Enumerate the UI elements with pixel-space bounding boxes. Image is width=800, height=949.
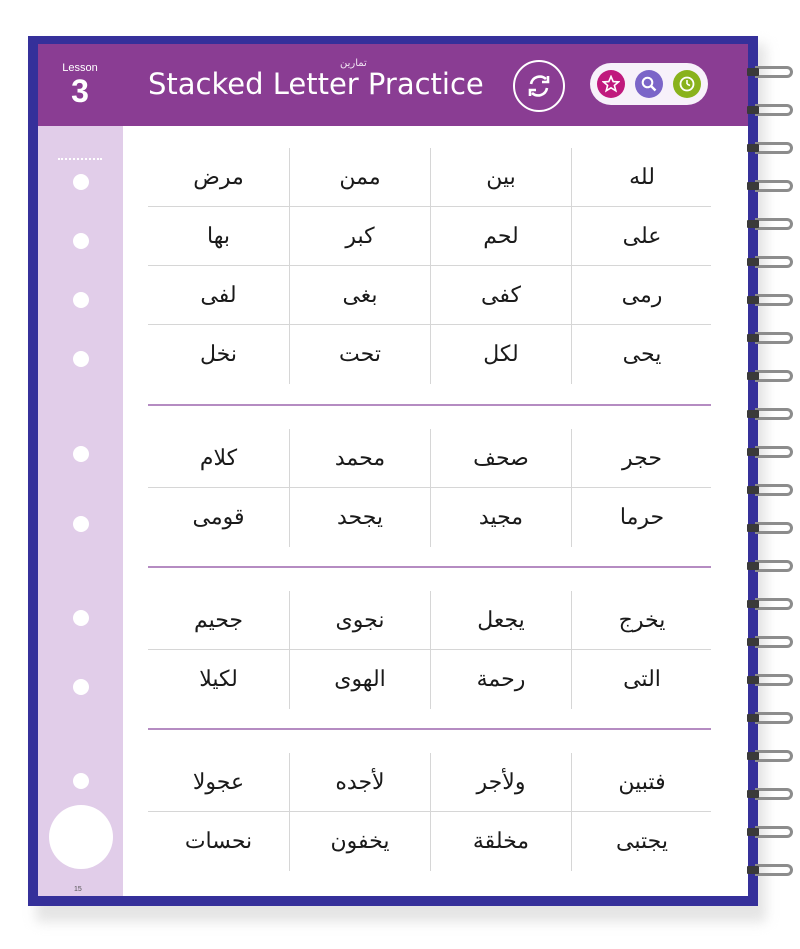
word-cell[interactable]: مرض: [193, 165, 244, 190]
spiral-ring: [745, 332, 797, 344]
lesson-header: [38, 44, 748, 126]
word-cell[interactable]: يخفون: [289, 812, 430, 871]
word-cell[interactable]: جحيم: [193, 608, 244, 633]
spiral-ring: [745, 826, 797, 838]
word-cell[interactable]: ممن: [289, 148, 430, 207]
word-row: [148, 650, 711, 709]
word-cell[interactable]: نجوى: [289, 591, 430, 650]
lesson-indicator: [50, 62, 110, 108]
word-cell[interactable]: كلام: [199, 446, 238, 471]
word-row: [148, 266, 711, 325]
word-cell[interactable]: يجتبى: [571, 812, 712, 871]
word-row: [148, 753, 711, 812]
spiral-ring: [745, 864, 797, 876]
word-cell[interactable]: لأجده: [289, 753, 430, 812]
word-cell[interactable]: كفى: [430, 266, 571, 325]
word-cell[interactable]: يحى: [571, 325, 712, 384]
word-row: [148, 591, 711, 650]
group-divider: [148, 728, 711, 730]
spiral-ring: [745, 66, 797, 78]
word-cell[interactable]: رحمة: [430, 650, 571, 709]
punch-hole: [73, 610, 89, 626]
word-cell[interactable]: يجحد: [289, 488, 430, 547]
clock-icon: [678, 75, 696, 93]
word-cell[interactable]: على: [571, 207, 712, 266]
word-cell[interactable]: بها: [207, 224, 230, 249]
spiral-ring: [745, 370, 797, 382]
word-cell[interactable]: محمد: [289, 429, 430, 488]
lesson-number: 3: [71, 73, 89, 109]
spiral-ring: [745, 522, 797, 534]
word-cell[interactable]: لحم: [430, 207, 571, 266]
word-cell[interactable]: التى: [571, 650, 712, 709]
refresh-button[interactable]: [513, 60, 565, 112]
word-cell[interactable]: يجعل: [430, 591, 571, 650]
punch-hole: [73, 351, 89, 367]
star-badge[interactable]: [597, 70, 625, 98]
spiral-ring: [745, 788, 797, 800]
dotted-line: [58, 158, 102, 160]
spiral-ring: [745, 180, 797, 192]
spiral-ring: [745, 636, 797, 648]
notebook-page: [38, 44, 748, 896]
punch-hole: [73, 233, 89, 249]
star-icon: [602, 75, 620, 93]
spiral-ring: [745, 598, 797, 610]
achievement-badges: [590, 63, 708, 105]
word-cell[interactable]: حرما: [571, 488, 712, 547]
word-cell[interactable]: الهوى: [289, 650, 430, 709]
binder-margin: [38, 126, 123, 896]
word-cell[interactable]: قومى: [192, 505, 245, 530]
word-cell[interactable]: كبر: [289, 207, 430, 266]
spiral-ring: [745, 712, 797, 724]
spiral-ring: [745, 560, 797, 572]
word-cell[interactable]: بين: [430, 148, 571, 207]
word-cell[interactable]: لكل: [430, 325, 571, 384]
large-punch-hole: [49, 805, 113, 869]
word-cell[interactable]: لله: [571, 148, 712, 207]
punch-hole: [73, 292, 89, 308]
word-cell[interactable]: نخل: [200, 342, 237, 367]
magnifier-icon: [640, 75, 658, 93]
word-cell[interactable]: حجر: [571, 429, 712, 488]
word-cell[interactable]: مخلقة: [430, 812, 571, 871]
word-row: [148, 148, 711, 207]
spiral-ring: [745, 218, 797, 230]
search-badge[interactable]: [635, 70, 663, 98]
word-cell[interactable]: لفى: [200, 283, 237, 308]
word-row: [148, 207, 711, 266]
punch-hole: [73, 773, 89, 789]
word-cell[interactable]: رمى: [571, 266, 712, 325]
spiral-ring: [745, 484, 797, 496]
lesson-label: Lesson: [62, 62, 98, 74]
refresh-icon: [524, 71, 554, 101]
word-row: [148, 429, 711, 488]
spiral-ring: [745, 408, 797, 420]
word-cell[interactable]: يخرج: [571, 591, 712, 650]
word-cell[interactable]: فتبين: [571, 753, 712, 812]
word-cell[interactable]: عجولا: [192, 770, 245, 795]
spiral-ring: [745, 142, 797, 154]
punch-hole: [73, 174, 89, 190]
word-cell[interactable]: صحف: [430, 429, 571, 488]
word-cell[interactable]: ولأجر: [430, 753, 571, 812]
page-number: 15: [74, 886, 82, 893]
punch-hole: [73, 679, 89, 695]
word-cell[interactable]: نحسات: [184, 829, 253, 854]
group-divider: [148, 566, 711, 568]
page-title: Stacked Letter Practice: [148, 67, 484, 101]
word-cell[interactable]: مجيد: [430, 488, 571, 547]
arabic-subtitle: تمارين: [340, 58, 367, 69]
clock-badge[interactable]: [673, 70, 701, 98]
spiral-ring: [745, 750, 797, 762]
word-row: [148, 488, 711, 547]
word-cell[interactable]: لكيلا: [199, 667, 238, 692]
word-row: [148, 325, 711, 384]
word-cell[interactable]: بغى: [289, 266, 430, 325]
group-divider: [148, 404, 711, 406]
spiral-ring: [745, 446, 797, 458]
word-row: [148, 812, 711, 871]
spiral-ring: [745, 256, 797, 268]
spiral-ring: [745, 104, 797, 116]
spiral-ring: [745, 294, 797, 306]
punch-hole: [73, 516, 89, 532]
word-cell[interactable]: تحت: [289, 325, 430, 384]
spiral-ring: [745, 674, 797, 686]
punch-hole: [73, 446, 89, 462]
